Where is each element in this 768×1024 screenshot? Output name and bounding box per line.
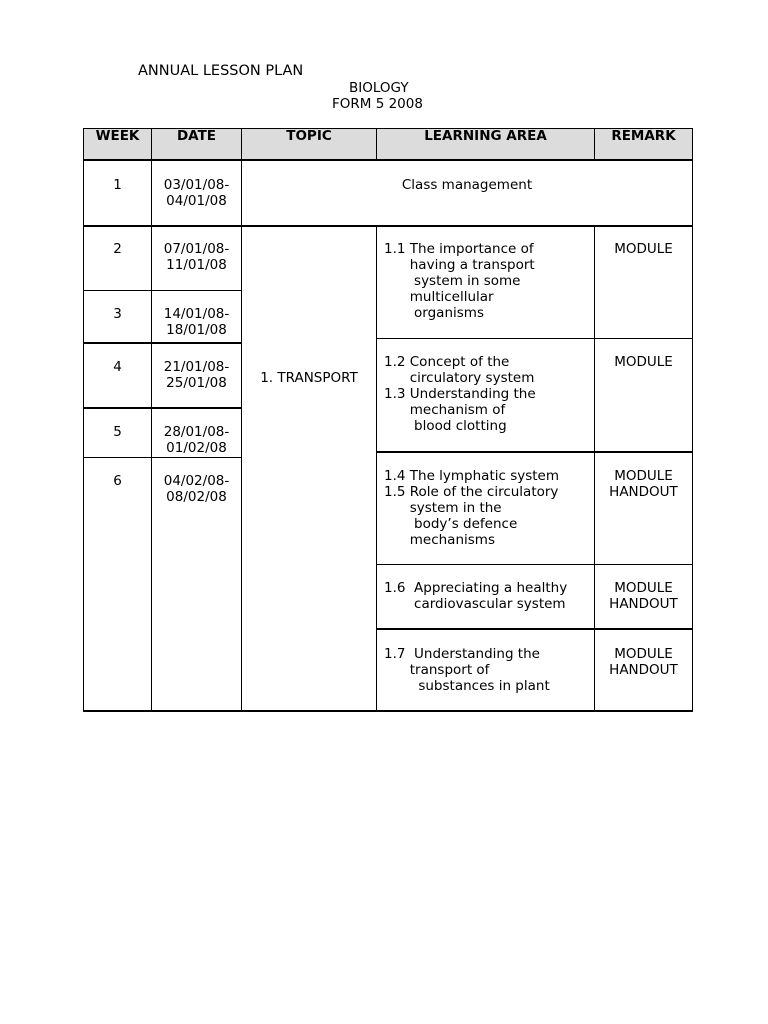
header-divider [83,159,693,161]
remark-cell: MODULE [614,241,673,257]
remark-cell: MODULE HANDOUT [609,646,678,678]
remark-cell: MODULE HANDOUT [609,580,678,612]
week-date-range: 21/01/08- 25/01/08 [163,359,230,391]
week-number: 4 [113,359,122,375]
learning-area-cell: 1.7 Understanding the transport of substances in plant [384,646,550,694]
area-divider-3 [376,564,693,565]
week-number: 2 [113,241,122,257]
table-border-bottom [83,710,693,712]
week-date-range: 04/02/08- 08/02/08 [163,473,230,505]
week-date-range: 14/01/08- 18/01/08 [163,306,230,338]
subject-title: BIOLOGY [349,80,409,96]
column-header-learning-area: LEARNING AREA [424,128,547,144]
week-number: 3 [113,306,122,322]
column-header-week: WEEK [95,128,140,144]
week-date-range: 07/01/08- 11/01/08 [163,241,230,273]
col-divider-week [151,128,152,712]
class-management-cell: Class management [401,177,533,193]
week-date-range: 03/01/08- 04/01/08 [163,177,230,209]
remark-cell: MODULE HANDOUT [609,468,678,500]
learning-area-cell: 1.2 Concept of the circulatory system 1.3 Understanding the mechanism of blood clotting [384,354,536,434]
column-header-topic: TOPIC [286,128,332,144]
learning-area-cell: 1.6 Appreciating a healthy cardiovascular system [384,580,568,612]
document-title: ANNUAL LESSON PLAN [138,63,304,79]
learning-area-cell: 1.4 The lymphatic system 1.5 Role of the circulatory system in the body’s defence mechanisms [384,468,560,548]
remark-cell: MODULE [614,354,673,370]
row-divider-week4 [83,407,242,409]
row-divider-week1 [83,225,693,227]
learning-area-cell: 1.1 The importance of having a transport system in some multicellular organisms [384,241,535,321]
area-divider-2 [376,451,693,453]
week-number: 5 [113,424,122,440]
area-divider-1 [376,338,693,339]
column-header-remark: REMARK [611,128,676,144]
table-border-left [83,128,84,712]
topic-cell: 1. TRANSPORT [260,370,358,386]
col-divider-topic [376,226,377,712]
week-number: 6 [113,473,122,489]
row-divider-week2 [83,290,242,291]
week-date-range: 28/01/08- 01/02/08 [163,424,230,456]
week-number: 1 [113,177,122,193]
row-divider-week5 [83,457,242,458]
area-divider-4 [376,628,693,630]
form-year-title: FORM 5 2008 [332,96,423,112]
column-header-date: DATE [176,128,217,144]
col-divider-date [241,128,242,712]
row-divider-week3 [83,342,242,344]
table-border-right [692,128,693,712]
